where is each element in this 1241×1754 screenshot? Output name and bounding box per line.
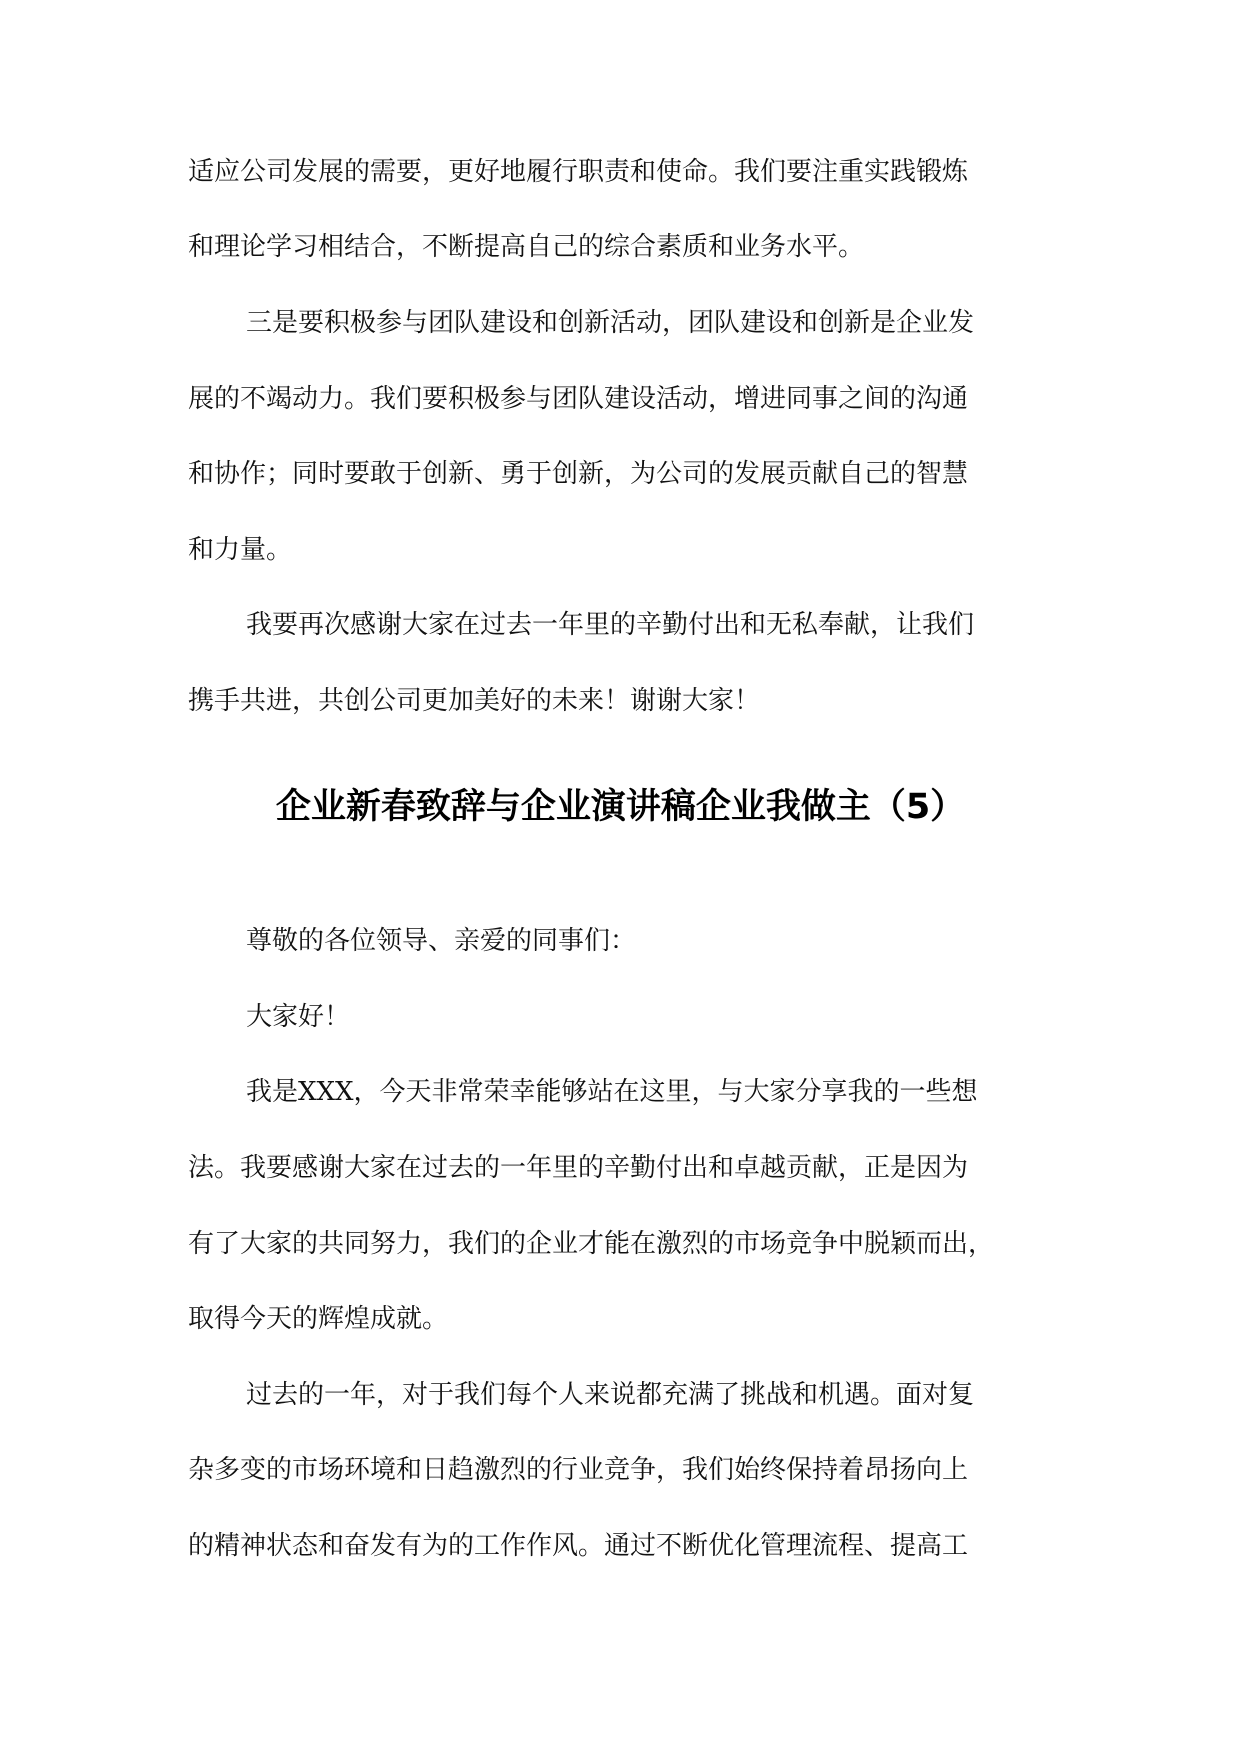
text-line: 携手共进，共创公司更加美好的未来！谢谢大家！: [188, 686, 761, 716]
text-line: 和理论学习相结合，不断提高自己的综合素质和业务水平。: [188, 232, 865, 262]
text-line: 展的不竭动力。我们要积极参与团队建设活动，增进同事之间的沟通: [188, 384, 969, 414]
greeting-line: 大家好！: [246, 1002, 351, 1032]
paragraph-start-line: 我是XXX，今天非常荣幸能够站在这里，与大家分享我的一些想: [246, 1077, 978, 1107]
text-line: 取得今天的辉煌成就。: [188, 1304, 449, 1334]
text-line: 法。我要感谢大家在过去的一年里的辛勤付出和卓越贡献，正是因为: [188, 1153, 969, 1183]
section-heading: 企业新春致辞与企业演讲稿企业我做主（5）: [275, 787, 966, 827]
salutation-line: 尊敬的各位领导、亲爱的同事们：: [246, 926, 637, 956]
text-line: 和协作；同时要敢于创新、勇于创新，为公司的发展贡献自己的智慧: [188, 459, 969, 489]
text-line: 有了大家的共同努力，我们的企业才能在激烈的市场竞争中脱颖而出，: [188, 1229, 995, 1259]
text-line: 杂多变的市场环境和日趋激烈的行业竞争，我们始终保持着昂扬向上: [188, 1455, 969, 1485]
text-line: 和力量。: [188, 535, 293, 565]
text-line: 的精神状态和奋发有为的工作作风。通过不断优化管理流程、提高工: [188, 1531, 969, 1561]
paragraph-start-line: 过去的一年，对于我们每个人来说都充满了挑战和机遇。面对复: [246, 1380, 975, 1410]
text-line: 适应公司发展的需要，更好地履行职责和使命。我们要注重实践锻炼: [188, 157, 969, 187]
paragraph-start-line: 我要再次感谢大家在过去一年里的辛勤付出和无私奉献，让我们: [246, 610, 975, 640]
paragraph-start-line: 三是要积极参与团队建设和创新活动，团队建设和创新是企业发: [246, 308, 975, 338]
